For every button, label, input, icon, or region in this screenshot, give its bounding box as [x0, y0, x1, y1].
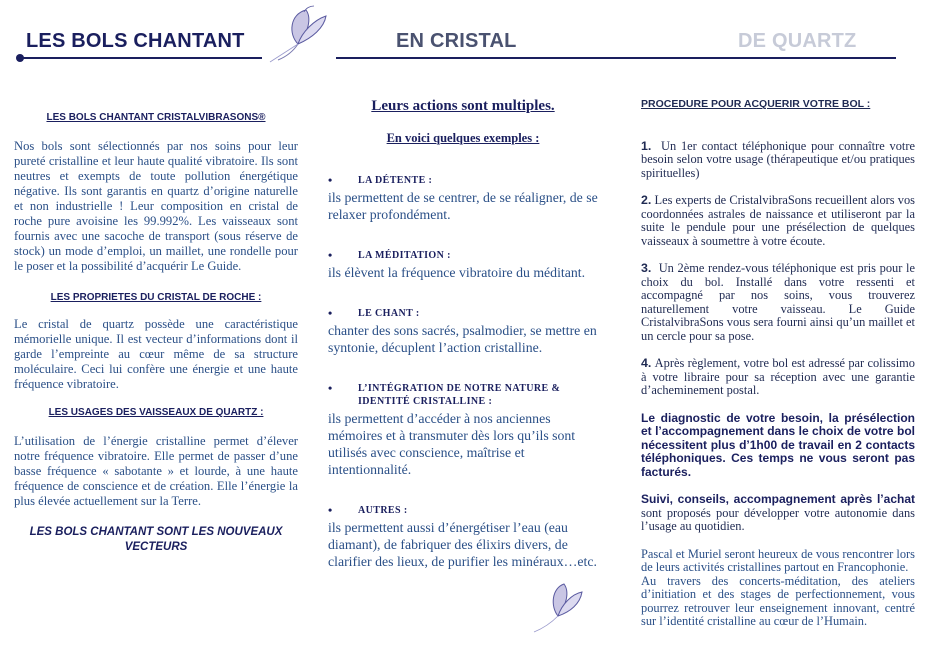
action-item	[328, 504, 598, 570]
step-text: Après règlement, votre bol est adressé par colissimo à votre libraire pour sa réception avec une garantie d’acheminement postal.	[641, 356, 915, 397]
butterfly-icon	[530, 578, 590, 638]
action-text: ils élèvent la fréquence vibratoire du méditant.	[328, 265, 586, 280]
section-text-proprietes: Le cristal de quartz possède une caractéristique mémorielle unique. Il est vecteur d’informations dont il garde l’empreinte au cœur même de sa structure moléculaire. Ceci lui confère une énergie et une haute fréquence vibratoire.	[14, 317, 298, 391]
section-text-usages: L’utilisation de l’énergie cristalline permet d’élever notre fréquence vibratoire. Elle permet de passer d’une basse fréquence « sabotante » et lourde, à une haute fréquence de conscience et de création. Elle l’énergie la plus élevée actuellement sur la Terre.	[14, 434, 298, 508]
action-item	[328, 249, 598, 281]
action-item	[328, 382, 598, 478]
action-title: L’INTÉGRATION DE NOTRE NATURE & IDENTITÉ CRISTALLINE :	[358, 383, 561, 407]
action-text: ils permettent de se centrer, de se réaligner, de se relaxer profondément.	[328, 190, 598, 222]
action-item	[328, 174, 598, 223]
action-text: chanter des sons sacrés, psalmodier, se mettre en syntonie, décuplent l’action cristalline.	[328, 323, 597, 355]
action-title: LA DÉTENTE :	[358, 175, 433, 186]
actions-title: Leurs actions sont multiples.	[371, 98, 555, 114]
suivi-bold: Suivi, conseils, accompagnement après l’achat	[641, 492, 915, 506]
pascal-text: Pascal et Muriel seront heureux de vous rencontrer lors de leurs activités cristallines partout en Francophonie.	[641, 546, 915, 574]
header-rule-right	[336, 57, 896, 59]
procedure-step	[641, 262, 915, 343]
procedure-step	[641, 194, 915, 248]
procedure-step	[641, 140, 915, 181]
column-right	[641, 98, 915, 629]
section-title-usages: LES USAGES DES VAISSEAUX DE QUARTZ :	[48, 407, 264, 418]
step-number: 2.	[641, 193, 652, 207]
suivi-rest: sont proposés pour développer votre autonomie dans l’usage au quotidien.	[641, 505, 915, 533]
closing-tagline: LES BOLS CHANTANT SONT LES NOUVEAUX VECTEURS	[29, 526, 283, 553]
procedure-title: PROCEDURE POUR ACQUERIR VOTRE BOL :	[641, 98, 871, 110]
suivi-note	[641, 493, 915, 534]
bullet-icon: •	[328, 173, 333, 187]
section-title-proprietes: LES PROPRIETES DU CRISTAL DE ROCHE :	[50, 292, 262, 303]
action-title: LE CHANT :	[358, 308, 420, 319]
header-title-part1: LES BOLS CHANTANT	[26, 30, 245, 52]
actions-subtitle: En voici quelques exemples :	[386, 131, 540, 145]
header-rule-left	[20, 57, 262, 59]
step-number: 3.	[641, 261, 652, 275]
section-text-bols: Nos bols sont sélectionnés par nos soins pour leur pureté cristalline et leur haute qualité vibratoire. Ils sont neutres et exempts de toute pollution énergétique négative. Ils sont garantis en quartz d’origine naturelle et non industrielle ! Leur composition en cristal de roche pure avoisine les 99.992%. Les vaisseaux sont fournis avec une sacoche de transport (sous réserve de stock) un mode d’emploi, un maillet, une rondelle pour le poser et la possibilité d’acquérir Le Guide.	[14, 139, 298, 273]
step-number: 4.	[641, 356, 652, 370]
step-number: 1.	[641, 138, 652, 153]
step-text: Un 1er contact téléphonique pour connaître votre besoin selon votre usage (thérapeutique et/ou pratiques spirituelles)	[641, 138, 915, 180]
bullet-icon: •	[328, 248, 333, 262]
step-text: Les experts de CristalvibraSons recueillent alors vos coordonnées astrales de naissance et utiliseront par la suite le pendule pour une présélection de quelques vaisseaux à soumettre à votre écoute.	[641, 193, 915, 248]
section-title-bols: LES BOLS CHANTANT CRISTALVIBRASONS®	[46, 112, 266, 123]
concerts-text: Au travers des concerts-méditation, des ateliers d’initiation et des stages de perfectionnement, vous pourrez retrouver leur enseignement innovant, centré sur l’identité cristalline au cœur de l’Humain.	[641, 573, 915, 628]
column-left	[14, 112, 298, 555]
diagnostic-note: Le diagnostic de votre besoin, la présélection et l’accompagnement dans le choix de votre bol nécessitent plus d’1h00 de travail en 2 contacts téléphoniques. Ces temps ne vous seront pas facturés.	[641, 410, 915, 479]
action-title: AUTRES :	[358, 505, 408, 516]
step-text: Un 2ème rendez-vous téléphonique est pris pour le choix du bol. Installé dans votre ressenti et accompagné par nos soins, vous trouverez naturellement votre vaisseau. Le Guide CristalvibraSons vous sera fourni ainsi qu’un maillet et un cercle pour sa pose.	[641, 261, 915, 343]
procedure-step	[641, 357, 915, 398]
action-item	[328, 307, 598, 356]
action-text: ils permettent d’accéder à nos anciennes mémoires et à transmuter dès lors qu’ils sont utilisés avec conscience, maîtrise et intentionnalité.	[328, 411, 576, 477]
header-title-part2: EN CRISTAL	[396, 30, 517, 52]
bullet-icon: •	[328, 306, 333, 320]
action-text: ils permettent aussi d’énergétiser l’eau (eau diamant), de fabriquer des élixirs divers, de clarifier des lieux, de purifier les minéraux…etc.	[328, 520, 597, 569]
bullet-icon: •	[328, 381, 333, 395]
column-middle	[328, 98, 598, 570]
action-title: LA MÉDITATION :	[358, 250, 451, 261]
butterfly-icon	[268, 4, 338, 68]
header-title-part3: DE QUARTZ	[738, 30, 857, 52]
bullet-icon: •	[328, 503, 333, 517]
